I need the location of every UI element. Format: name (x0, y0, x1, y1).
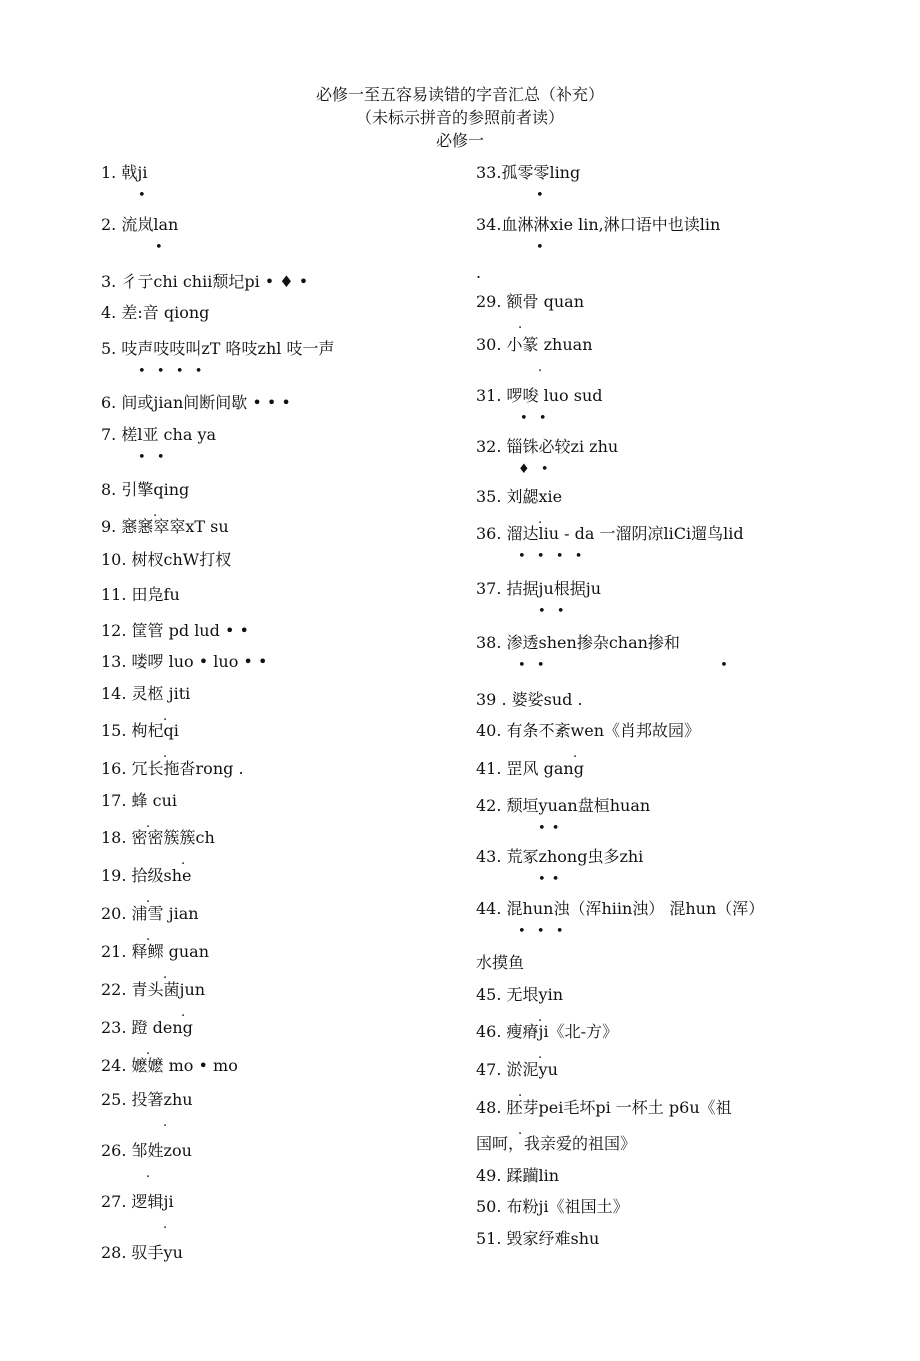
left-emphasis-dots: . (163, 1115, 169, 1130)
left-emphasis-dots: • • (138, 450, 166, 465)
right-entry: 39 . 婆娑sud . (476, 690, 583, 709)
right-entry: 30. 小篆 zhuan (476, 335, 593, 354)
left-emphasis-dots: . (181, 853, 187, 868)
right-emphasis-dots: • • (538, 604, 566, 619)
right-entry: 49. 蹂躏lin (476, 1166, 560, 1185)
right-emphasis-dots: ♦ • (518, 462, 550, 477)
right-emphasis-dots: • • • (518, 658, 729, 673)
right-entry: 35. 刘勰xie (476, 487, 563, 506)
left-entry: 26. 邹姓zou (101, 1141, 192, 1160)
right-entry: 43. 荒冢zhong虫多zhi (476, 847, 644, 866)
left-emphasis-dots: • • • • (138, 364, 204, 379)
left-entry: 14. 灵柩 jiti (101, 684, 191, 703)
right-emphasis-dots: • (536, 188, 545, 203)
left-entry: 25. 投箸zhu (101, 1090, 193, 1109)
right-entry: 45. 无垠yin (476, 985, 563, 1004)
left-entry: 20. 浦雪 jian (101, 904, 199, 923)
right-emphasis-dots: . (518, 317, 524, 332)
left-entry: 27. 逻辑ji (101, 1192, 174, 1211)
left-entry: 13. 喽啰 luo • luo • • (101, 652, 268, 671)
right-entry: 42. 颓垣yuan盘桓huan (476, 796, 651, 815)
left-entry: 28. 驭手yu (101, 1243, 183, 1262)
left-emphasis-dots: . (153, 505, 159, 520)
left-entry: 2. 流岚lan (101, 215, 179, 234)
left-emphasis-dots: . (163, 1217, 169, 1232)
right-emphasis-dots: • (536, 240, 545, 255)
left-emphasis-dots: . (146, 929, 152, 944)
left-emphasis-dots: . (146, 891, 152, 906)
right-emphasis-dots: . (518, 1123, 524, 1138)
left-entry: 9. 窸窸窣窣xT su (101, 517, 229, 536)
left-entry: 19. 拾级she (101, 866, 192, 885)
left-emphasis-dots: . (181, 1005, 187, 1020)
right-emphasis-dots: . (538, 360, 544, 375)
right-entry: 40. 有条不紊wen《肖邦故园》 (476, 721, 701, 740)
right-emphasis-dots: • • • (518, 924, 565, 939)
right-entry: 32. 锱铢必较zi zhu (476, 437, 619, 456)
right-entry: . (476, 263, 482, 282)
left-emphasis-dots: . (163, 746, 169, 761)
doc-subtitle: （未标示拼音的参照前者读） (355, 108, 564, 127)
left-entry: 15. 枸杞qi (101, 721, 179, 740)
right-entry: 水摸鱼 (476, 953, 525, 972)
right-emphasis-dots: . (538, 1010, 544, 1025)
left-entry: 5. 吱声吱吱叫zT 咯吱zhl 吱一声 (101, 339, 335, 358)
right-entry: 51. 毁家纾难shu (476, 1229, 600, 1248)
right-entry: 29. 额骨 quan (476, 292, 585, 311)
left-entry: 6. 间或jian间断间歇 • • • (101, 393, 291, 412)
left-emphasis-dots: . (146, 816, 152, 831)
right-entry: 46. 瘦瘠ji《北-方》 (476, 1022, 619, 1041)
left-emphasis-dots: • (155, 240, 164, 255)
left-entry: 23. 蹬 deng (101, 1018, 193, 1037)
doc-title: 必修一至五容易读错的字音汇总（补充） (315, 85, 604, 104)
left-entry: 11. 田凫fu (101, 585, 180, 604)
left-entry: 8. 引擎qing (101, 480, 190, 499)
left-entry: 22. 青头菌jun (101, 980, 206, 999)
left-entry: 10. 树杈chW打杈 (101, 550, 232, 569)
left-emphasis-dots: • (138, 188, 147, 203)
right-emphasis-dots: . (538, 1047, 544, 1062)
section-heading: 必修一 (435, 131, 484, 150)
right-entry: 37. 拮据ju根据ju (476, 579, 602, 598)
left-emphasis-dots: . (163, 709, 169, 724)
left-entry: 17. 蜂 cui (101, 791, 178, 810)
right-entry: 48. 胚芽pei毛坏pi 一杯土 p6u《祖 (476, 1098, 732, 1117)
right-entry: 国呵，我亲爱的祖国》 (476, 1134, 637, 1153)
right-entry: 36. 溜达liu - da 一溜阴凉liCi遛鸟lid (476, 524, 744, 543)
left-entry: 7. 槎l亚 cha ya (101, 425, 217, 444)
right-emphasis-dots: . (538, 512, 544, 527)
left-entry: 4. 差:音 qiong (101, 303, 210, 322)
right-emphasis-dots: • • (520, 411, 548, 426)
left-entry: 16. 冗长拖沓rong . (101, 759, 244, 778)
left-entry: 18. 密密簇簇ch (101, 828, 215, 847)
right-entry: 47. 淤泥yu (476, 1060, 558, 1079)
left-entry: 1. 戟ji (101, 163, 148, 182)
right-entry: 31. 啰唆 luo sud (476, 386, 603, 405)
left-entry: 21. 释鳏 guan (101, 942, 210, 961)
right-emphasis-dots: . (573, 746, 579, 761)
right-entry: 34.血淋淋xie lin,淋口语中也读lin (476, 215, 721, 234)
right-emphasis-dots: • • • • (518, 549, 584, 564)
right-emphasis-dots: • • (538, 821, 561, 836)
left-emphasis-dots: . (146, 1043, 152, 1058)
right-entry: 38. 渗透shen掺杂chan掺和 (476, 633, 680, 652)
left-entry: 24. 嬷嬷 mo • mo (101, 1056, 238, 1075)
right-emphasis-dots: • • (538, 872, 561, 887)
right-entry: 33.孤零零ling (476, 163, 581, 182)
right-entry: 44. 混hun浊（浑hiin浊） 混hun（浑） (476, 899, 765, 918)
right-emphasis-dots: . (518, 1085, 524, 1100)
left-entry: 12. 筐管 pd lud • • (101, 621, 249, 640)
left-emphasis-dots: . (163, 967, 169, 982)
right-entry: 41. 罡风 gang (476, 759, 584, 778)
right-entry: 50. 布粉ji《祖国土》 (476, 1197, 629, 1216)
left-emphasis-dots: . (146, 1166, 152, 1181)
left-entry: 3. 彳亍chi chii颓圮pi • ♦ • (101, 272, 309, 291)
